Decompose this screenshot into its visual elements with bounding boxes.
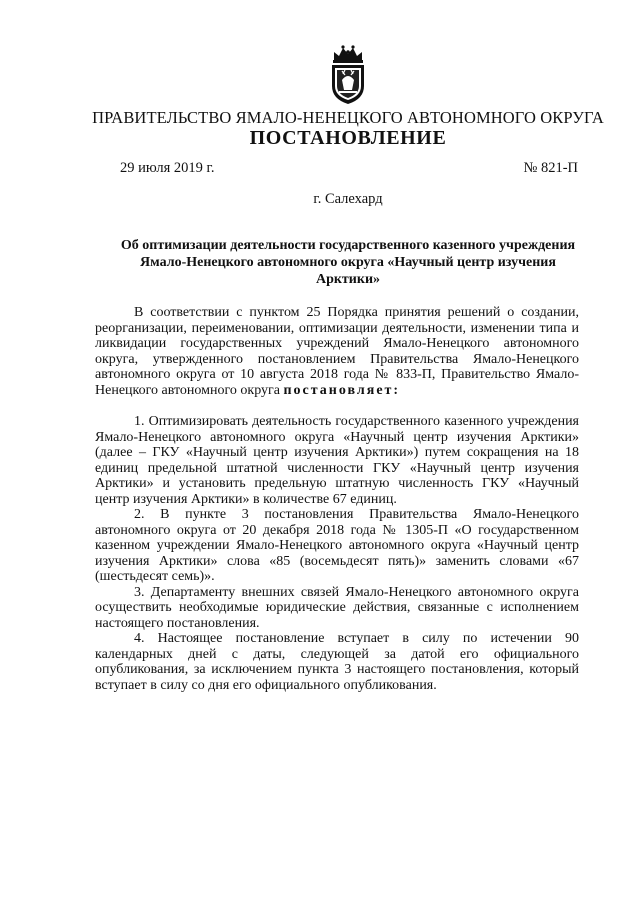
item-paragraph: 4. Настоящее постановление вступает в силу по истечении 90 календарных дней с даты, следующей за датой его официального опубликования, за исключением пункта 3 настоящего постановления, который вступает в силу со дня его официального опубликования.	[95, 631, 579, 693]
document-city: г. Салехард	[313, 191, 383, 207]
document-number: № 821-П	[523, 160, 578, 176]
government-name: ПРАВИТЕЛЬСТВО ЯМАЛО-НЕНЕЦКОГО АВТОНОМНОГО ОКРУГА	[92, 107, 604, 128]
item-paragraph: 2. В пункте 3 постановления Правительства Ямало-Ненецкого автономного округа от 20 декабря 2018 года № 1305-П «О государственном казенном учреждении Ямало-Ненецкого автономного округа «Научный центр изучения Арктики» слова «85 (восемьдесят пять)» заменить словами «67 (шестьдесят семь)».	[95, 507, 579, 584]
item-paragraph: 1. Оптимизировать деятельность государственного казенного учреждения Ямало-Ненецкого автономного округа «Научный центр изучения Арктики» (далее – ГКУ «Научный центр изучения Арктики») путем сокращения на 18 единиц предельной штатной численности ГКУ «Научный центр изучения Арктики» и установить предельную штатную численность ГКУ «Научный центр изучения Арктики» в количестве 67 единиц.	[95, 414, 579, 507]
document-title: Об оптимизации деятельности государственного казенного учреждения Ямало-Ненецкого автономного округа «Научный центр изучения Арктики»	[120, 238, 576, 287]
preamble-paragraph	[95, 305, 579, 398]
preamble-text: В соответствии с пунктом 25 Порядка принятия решений о создании, реорганизации, переименовании, оптимизации деятельности, изменении типа и ликвидации государственных учреждений Ямало-Ненецкого автономного округа, утвержденного постановлением Правительства Ямало-Ненецкого автономного округа от 10 августа 2018 года № 833-П, Правительство Ямало-Ненецкого автономного округа	[95, 305, 579, 398]
item-paragraph: 3. Департаменту внешних связей Ямало-Ненецкого автономного округа осуществить необходимые юридические действия, связанные с исполнением настоящего постановления.	[95, 584, 579, 631]
document-body	[95, 305, 579, 693]
document-date: 29 июля 2019 г.	[120, 160, 215, 176]
document-type: ПОСТАНОВЛЕНИЕ	[249, 127, 447, 149]
yanao-coat-of-arms-icon	[328, 44, 368, 106]
preamble-keyword: постановляет:	[283, 382, 401, 398]
